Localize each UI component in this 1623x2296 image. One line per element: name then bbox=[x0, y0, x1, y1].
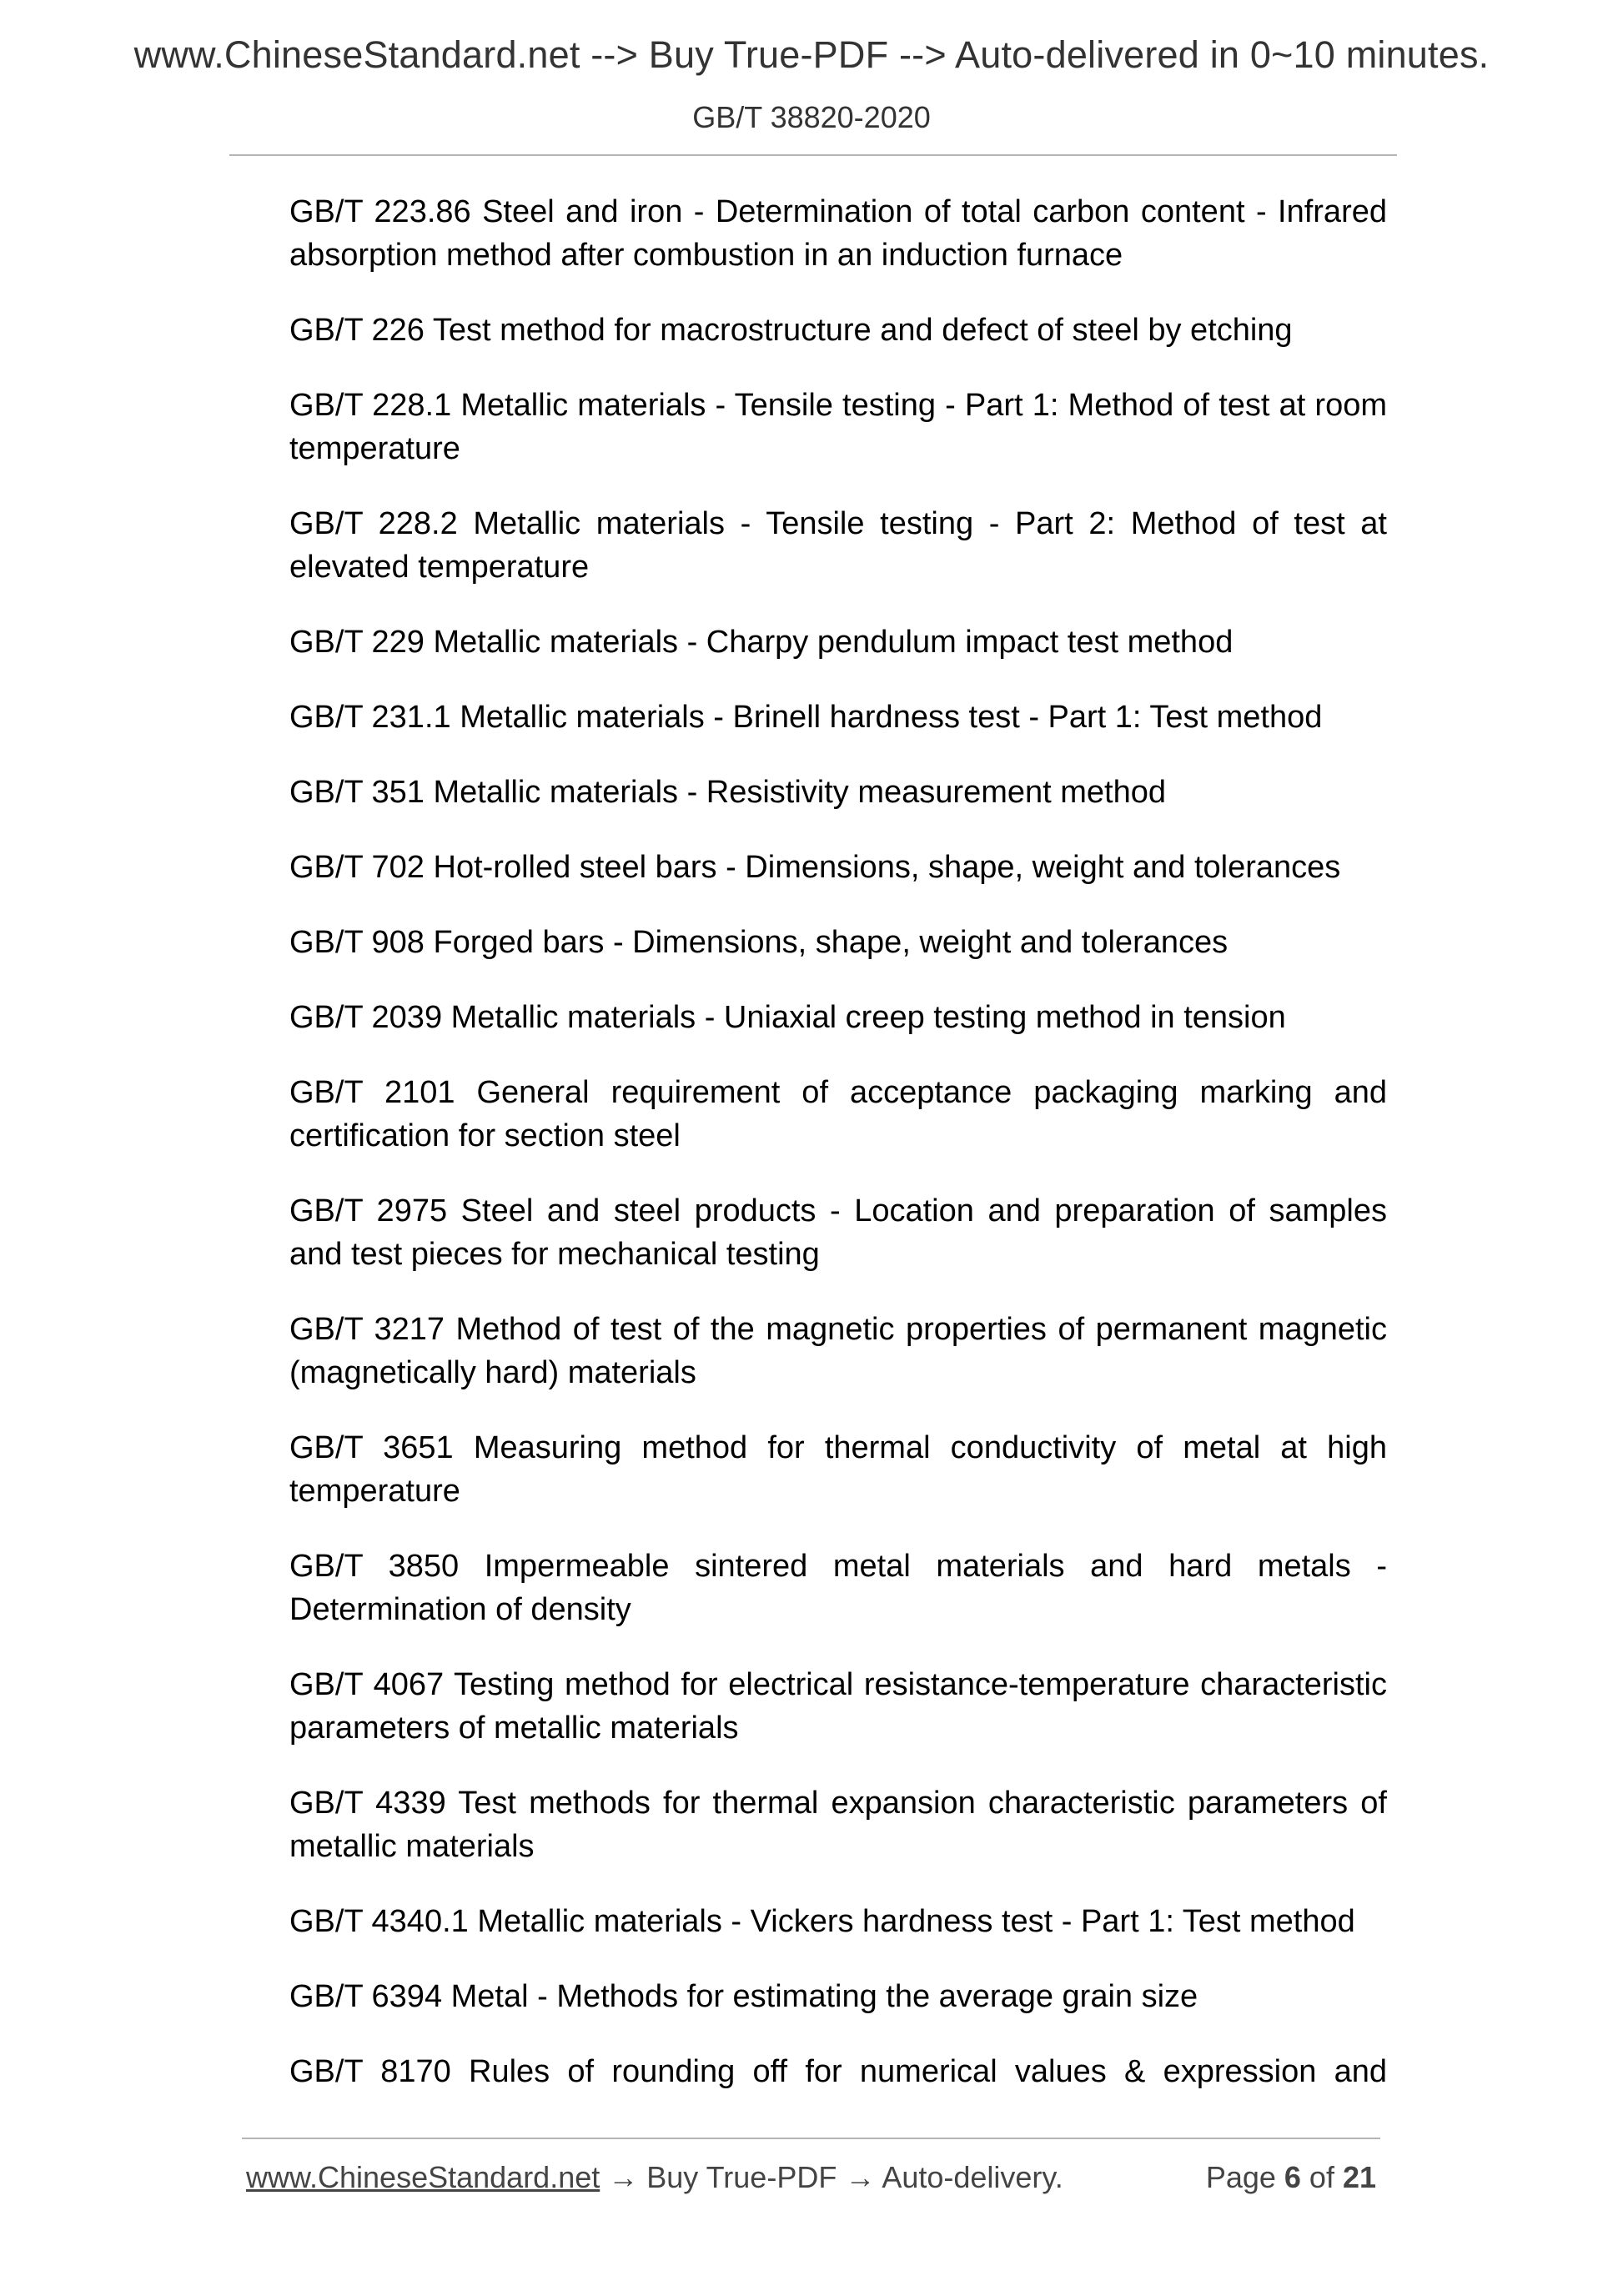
site-banner: www.ChineseStandard.net --> Buy True-PDF --> Auto-delivered in 0~10 minutes. bbox=[133, 33, 1490, 76]
reference-item: GB/T 2039 Metallic materials - Uniaxial creep testing method in tension bbox=[289, 1000, 1286, 1035]
normative-references-list bbox=[289, 190, 1387, 2093]
page-label: Page bbox=[1205, 2160, 1284, 2194]
reference-item: GB/T 3850 Impermeable sintered metal materials and hard metals - Determination of density bbox=[289, 1549, 1387, 1627]
reference-item: GB/T 223.86 Steel and iron - Determination of total carbon content - Infrared absorption method after combustion in an induction furnace bbox=[289, 194, 1387, 273]
document-number: GB/T 38820-2020 bbox=[692, 100, 931, 134]
reference-item: GB/T 6394 Metal - Methods for estimating the average grain size bbox=[289, 1979, 1198, 2014]
of-label: of bbox=[1300, 2160, 1343, 2194]
header-divider bbox=[229, 154, 1397, 156]
reference-item: GB/T 2975 Steel and steel products - Location and preparation of samples and test pieces for mechanical testing bbox=[289, 1193, 1387, 1272]
reference-item: GB/T 226 Test method for macrostructure and defect of steel by etching bbox=[289, 313, 1293, 348]
current-page-number: 6 bbox=[1284, 2160, 1301, 2194]
footer-promo bbox=[246, 2160, 1063, 2195]
footer-divider bbox=[242, 2138, 1380, 2139]
reference-item: GB/T 4339 Test methods for thermal expansion characteristic parameters of metallic materials bbox=[289, 1786, 1387, 1864]
reference-item: GB/T 8170 Rules of rounding off for numerical values & expression and bbox=[289, 2054, 1387, 2089]
reference-item: GB/T 228.1 Metallic materials - Tensile testing - Part 1: Method of test at room temperature bbox=[289, 388, 1387, 466]
reference-item: GB/T 231.1 Metallic materials - Brinell hardness test - Part 1: Test method bbox=[289, 700, 1323, 735]
reference-item: GB/T 3217 Method of test of the magnetic properties of permanent magnetic (magnetically hard) materials bbox=[289, 1312, 1387, 1390]
reference-item: GB/T 228.2 Metallic materials - Tensile testing - Part 2: Method of test at elevated temperature bbox=[289, 506, 1387, 585]
reference-item: GB/T 229 Metallic materials - Charpy pendulum impact test method bbox=[289, 625, 1234, 660]
total-pages-number: 21 bbox=[1342, 2160, 1376, 2194]
page-indicator bbox=[1206, 2160, 1376, 2195]
reference-item: GB/T 4067 Testing method for electrical resistance-temperature characteristic parameters of metallic materials bbox=[289, 1667, 1387, 1746]
reference-item: GB/T 908 Forged bars - Dimensions, shape, weight and tolerances bbox=[289, 925, 1229, 960]
reference-item: GB/T 351 Metallic materials - Resistivity measurement method bbox=[289, 775, 1166, 810]
website-link[interactable]: www.ChineseStandard.net bbox=[246, 2160, 600, 2194]
reference-item: GB/T 2101 General requirement of acceptance packaging marking and certification for section steel bbox=[289, 1075, 1387, 1153]
footer-tagline: → Buy True-PDF → Auto-delivery. bbox=[600, 2160, 1063, 2194]
reference-item: GB/T 702 Hot-rolled steel bars - Dimensions, shape, weight and tolerances bbox=[289, 850, 1341, 885]
reference-item: GB/T 3651 Measuring method for thermal conductivity of metal at high temperature bbox=[289, 1430, 1387, 1509]
reference-item: GB/T 4340.1 Metallic materials - Vickers hardness test - Part 1: Test method bbox=[289, 1904, 1355, 1939]
